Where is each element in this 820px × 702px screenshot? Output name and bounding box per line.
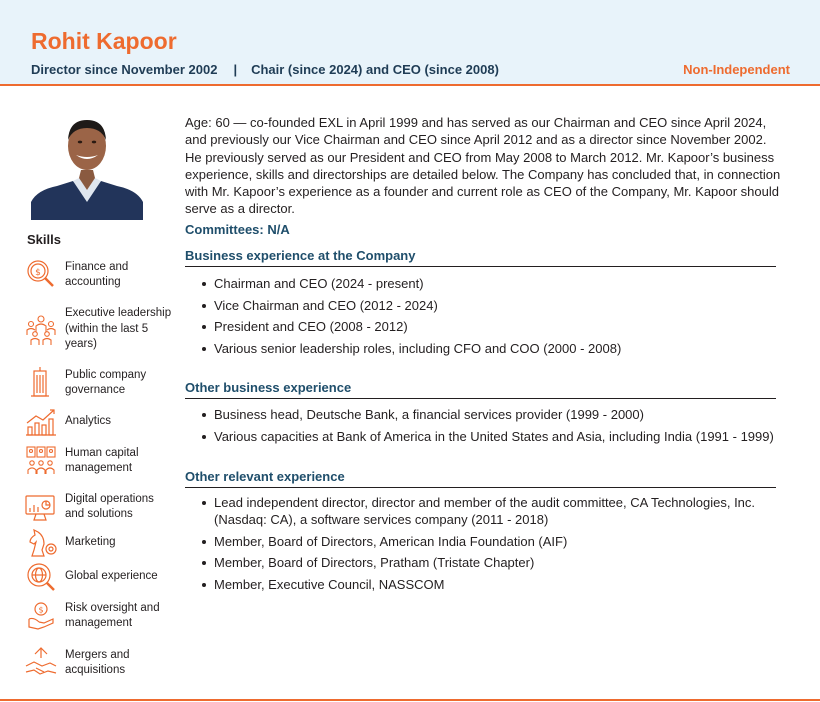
handshake-icon [24, 646, 58, 680]
risk-icon [24, 599, 58, 633]
list-item: Various capacities at Bank of America in the United States and Asia, including India (1991 - 1999) [200, 428, 780, 445]
list-item: Member, Executive Council, NASSCOM [200, 576, 780, 593]
director-since: Director since November 2002 [31, 62, 218, 77]
skill-item [24, 599, 174, 633]
globe-icon [24, 560, 58, 594]
section-title-other-relevant: Other relevant experience [185, 469, 776, 488]
analytics-icon [24, 405, 58, 439]
skill-label: Analytics [65, 415, 112, 428]
list-item: Business head, Deutsche Bank, a financial services provider (1999 - 2000) [200, 406, 780, 423]
skill-label: Finance and accounting [65, 260, 129, 288]
skill-item [24, 366, 174, 400]
skill-label: Digital operations and solutions [65, 492, 154, 520]
skill-label: Marketing [65, 536, 116, 549]
committees: Committees: N/A [185, 222, 290, 237]
other-relevant-list [200, 494, 780, 597]
governance-icon [24, 366, 58, 400]
skill-item [24, 258, 174, 292]
bio-paragraph: Age: 60 — co-founded EXL in April 1999 and has served as our Chairman and CEO since April 2024, and previously our Vice Chairman and CEO since April 2012 and as a director since November 2002. He previously served as our President and CEO from May 2008 to March 2012. Mr. Kapoor’s business experience, skills and directorships are detailed below. The Company has concluded that, in connection with Mr. Kapoor’s experience as a founder and current role as CEO of the Company, Mr. Kapoor should serve as a director. [185, 115, 781, 217]
skill-label: Human capital management [65, 446, 139, 474]
director-tenure-line [31, 62, 499, 77]
human-capital-icon [24, 444, 58, 478]
skill-label: Mergers and acquisitions [65, 648, 130, 676]
svg-text:$: $ [38, 605, 44, 615]
finance-icon [24, 258, 58, 292]
director-photo [31, 110, 143, 220]
list-item: Chairman and CEO (2024 - present) [200, 275, 780, 292]
list-item: Various senior leadership roles, including CFO and COO (2000 - 2008) [200, 340, 780, 357]
footer-rule [0, 699, 820, 701]
list-item: Member, Board of Directors, Pratham (Tristate Chapter) [200, 554, 780, 571]
list-item: Lead independent director, director and member of the audit committee, CA Technologies, Inc. (Nasdaq: CA), a software services company (2011 - 2018) [200, 494, 780, 528]
list-item: Member, Board of Directors, American India Foundation (AIF) [200, 533, 780, 550]
list-item: Vice Chairman and CEO (2012 - 2024) [200, 297, 780, 314]
digital-icon [24, 490, 58, 524]
section-title-company-experience: Business experience at the Company [185, 248, 776, 267]
company-experience-list [200, 275, 780, 361]
skill-label: Executive leadership (within the last 5 years) [65, 307, 172, 350]
skill-item [24, 490, 174, 524]
skill-label: Global experience [65, 570, 158, 583]
profile-header [0, 0, 820, 86]
independence-status: Non-Independent [683, 62, 790, 77]
leadership-icon [24, 312, 58, 346]
skill-item [24, 560, 174, 594]
section-title-other-business: Other business experience [185, 380, 776, 399]
skill-label: Public company governance [65, 368, 147, 396]
svg-text:$: $ [35, 268, 41, 278]
skill-item [24, 646, 174, 680]
skill-item [24, 405, 174, 439]
other-business-list [200, 406, 780, 449]
marketing-icon [24, 526, 58, 560]
skill-item [24, 526, 174, 560]
director-role: Chair (since 2024) and CEO (since 2008) [251, 62, 499, 77]
skill-item [24, 306, 174, 353]
separator: | [233, 62, 238, 77]
skill-label: Risk oversight and management [65, 601, 160, 629]
skill-item [24, 444, 174, 478]
director-name: Rohit Kapoor [31, 28, 177, 54]
skills-title: Skills [27, 232, 61, 247]
list-item: President and CEO (2008 - 2012) [200, 318, 780, 335]
